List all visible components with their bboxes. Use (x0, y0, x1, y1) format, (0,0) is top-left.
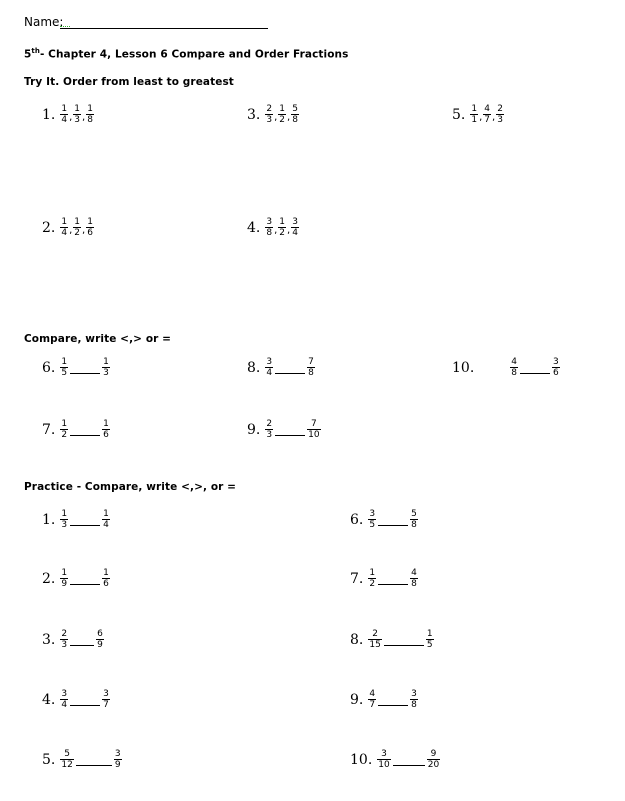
problem-number: 8. (247, 359, 261, 376)
problem-number: 8. (350, 631, 364, 648)
problem-number: 7. (42, 421, 56, 438)
problem-number: 5. (42, 751, 56, 768)
answer-blank[interactable] (70, 435, 100, 436)
fraction (60, 357, 68, 378)
denominator: 2 (279, 115, 286, 125)
fraction (410, 689, 418, 710)
numerator: 3 (553, 357, 559, 367)
fraction (60, 104, 68, 125)
comma: , (274, 112, 278, 123)
comma: , (287, 225, 291, 236)
problem-number: 4. (42, 691, 56, 708)
problem-number: 10. (350, 751, 373, 768)
try-it-problem (452, 104, 504, 125)
denominator: 2 (279, 228, 286, 238)
fraction (291, 217, 299, 238)
numerator: 5 (411, 509, 417, 519)
fraction (102, 689, 110, 710)
compare-problem (247, 419, 321, 440)
fraction (102, 509, 110, 530)
try-it-problem (42, 217, 94, 238)
compare-problem (42, 357, 110, 378)
answer-blank[interactable] (520, 373, 550, 374)
fraction (265, 357, 273, 378)
problem-number: 9. (350, 691, 364, 708)
compare-problem (452, 357, 560, 378)
numerator: 3 (61, 689, 68, 699)
answer-blank[interactable] (393, 765, 425, 766)
numerator: 1 (87, 104, 93, 114)
fraction (368, 629, 381, 650)
fraction (60, 509, 68, 530)
denominator: 1 (471, 115, 478, 125)
numerator: 4 (369, 689, 376, 699)
answer-blank[interactable] (378, 584, 408, 585)
fraction (102, 419, 110, 440)
fraction (410, 509, 418, 530)
numerator: 1 (87, 217, 93, 227)
denominator: 8 (511, 368, 517, 378)
denominator: 2 (369, 579, 376, 589)
fraction (552, 357, 560, 378)
fraction (102, 357, 110, 378)
numerator: 5 (64, 749, 70, 759)
denominator: 10 (308, 430, 320, 440)
problem-number: 4. (247, 219, 261, 236)
answer-blank[interactable] (275, 373, 305, 374)
fraction (96, 629, 104, 650)
problem-number: 3. (42, 631, 56, 648)
denominator: 5 (369, 520, 376, 530)
answer-blank[interactable] (70, 373, 100, 374)
fraction (368, 568, 376, 589)
fraction (470, 104, 478, 125)
problem-number: 1. (42, 106, 56, 123)
problem-number: 6. (42, 359, 56, 376)
denominator: 12 (61, 760, 73, 770)
comma: , (274, 225, 278, 236)
answer-blank[interactable] (275, 435, 305, 436)
fraction (60, 568, 68, 589)
try-it-heading: Try It. Order from least to greatest (24, 76, 234, 88)
practice-problem (42, 509, 110, 530)
problem-number: 6. (350, 511, 364, 528)
numerator: 9 (430, 749, 437, 759)
numerator: 1 (103, 509, 109, 519)
denominator: 8 (266, 228, 273, 238)
numerator: 5 (292, 104, 298, 114)
denominator: 20 (427, 760, 440, 770)
numerator: 4 (484, 104, 491, 114)
denominator: 3 (103, 368, 109, 378)
denominator: 9 (114, 760, 121, 770)
comma: , (492, 112, 496, 123)
numerator: 1 (279, 217, 286, 227)
numerator: 1 (279, 104, 286, 114)
denominator: 3 (497, 115, 503, 125)
problem-number: 9. (247, 421, 261, 438)
numerator: 1 (61, 357, 68, 367)
fraction (410, 568, 418, 589)
fraction (307, 419, 320, 440)
numerator: 1 (471, 104, 478, 114)
answer-blank[interactable] (70, 525, 100, 526)
try-it-problem (247, 104, 299, 125)
fraction (265, 217, 273, 238)
denominator: 8 (411, 700, 417, 710)
numerator: 1 (426, 629, 433, 639)
numerator: 1 (103, 357, 109, 367)
numerator: 3 (381, 749, 387, 759)
numerator: 1 (103, 419, 109, 429)
fraction (86, 104, 94, 125)
numerator: 2 (372, 629, 378, 639)
practice-problem (350, 509, 418, 530)
denominator: 5 (426, 640, 433, 650)
denominator: 3 (61, 520, 68, 530)
fraction (60, 217, 68, 238)
practice-problem (42, 568, 110, 589)
denominator: 3 (74, 115, 81, 125)
fraction (278, 104, 286, 125)
denominator: 2 (61, 430, 68, 440)
practice-problem (350, 689, 418, 710)
numerator: 2 (266, 419, 273, 429)
spellcheck-mark (60, 26, 70, 27)
compare-problem (42, 419, 110, 440)
numerator: 1 (61, 104, 68, 114)
try-it-problem (247, 217, 299, 238)
numerator: 2 (497, 104, 503, 114)
numerator: 1 (61, 419, 68, 429)
fraction (73, 104, 81, 125)
problem-number: 3. (247, 106, 261, 123)
denominator: 3 (266, 430, 273, 440)
problem-number: 7. (350, 570, 364, 587)
fraction (368, 509, 376, 530)
denominator: 10 (378, 760, 390, 770)
denominator: 9 (61, 579, 68, 589)
numerator: 3 (292, 217, 298, 227)
fraction (510, 357, 518, 378)
answer-blank[interactable] (76, 765, 112, 766)
numerator: 2 (266, 104, 273, 114)
fraction (496, 104, 504, 125)
try-it-problem (42, 104, 94, 125)
denominator: 15 (369, 640, 381, 650)
fraction (291, 104, 299, 125)
fraction (60, 419, 68, 440)
numerator: 3 (266, 357, 273, 367)
denominator: 6 (103, 430, 109, 440)
denominator: 4 (61, 115, 68, 125)
denominator: 4 (266, 368, 273, 378)
denominator: 2 (74, 228, 81, 238)
numerator: 1 (103, 568, 109, 578)
numerator: 3 (369, 509, 376, 519)
denominator: 6 (103, 579, 109, 589)
denominator: 8 (308, 368, 314, 378)
problem-number: 2. (42, 570, 56, 587)
fraction (265, 104, 273, 125)
denominator: 3 (61, 640, 68, 650)
denominator: 4 (292, 228, 298, 238)
name-label: Name: (24, 15, 64, 29)
fraction (114, 749, 122, 770)
numerator: 1 (74, 217, 81, 227)
answer-blank[interactable] (70, 645, 94, 646)
name-field-line[interactable] (60, 28, 268, 29)
denominator: 5 (61, 368, 68, 378)
numerator: 1 (369, 568, 376, 578)
practice-problem (42, 749, 122, 770)
comma: , (287, 112, 291, 123)
numerator: 3 (411, 689, 417, 699)
page-title (24, 47, 348, 61)
numerator: 6 (97, 629, 103, 639)
fraction (483, 104, 491, 125)
problem-number: 10. (452, 359, 475, 376)
denominator: 6 (553, 368, 559, 378)
comma: , (82, 112, 86, 123)
denominator: 4 (61, 228, 68, 238)
practice-problem (42, 689, 110, 710)
fraction (307, 357, 315, 378)
comma: , (82, 225, 86, 236)
denominator: 8 (411, 520, 417, 530)
numerator: 3 (266, 217, 273, 227)
denominator: 8 (411, 579, 417, 589)
numerator: 3 (103, 689, 109, 699)
practice-problem (42, 629, 104, 650)
answer-blank[interactable] (70, 584, 100, 585)
numerator: 1 (61, 217, 68, 227)
denominator: 4 (61, 700, 68, 710)
fraction (60, 749, 73, 770)
title-grade: 5 (24, 48, 32, 61)
problem-number: 5. (452, 106, 466, 123)
fraction (427, 749, 440, 770)
practice-problem (350, 629, 434, 650)
denominator: 7 (103, 700, 109, 710)
numerator: 1 (61, 509, 68, 519)
numerator: 4 (511, 357, 517, 367)
fraction (60, 629, 68, 650)
fraction (73, 217, 81, 238)
fraction (60, 689, 68, 710)
denominator: 8 (292, 115, 298, 125)
title-superscript: th (31, 47, 40, 55)
fraction (368, 689, 376, 710)
compare-problem (247, 357, 315, 378)
practice-problem (350, 749, 440, 770)
denominator: 8 (87, 115, 93, 125)
numerator: 3 (114, 749, 121, 759)
denominator: 6 (87, 228, 93, 238)
numerator: 1 (61, 568, 68, 578)
comma: , (479, 112, 483, 123)
numerator: 1 (74, 104, 81, 114)
numerator: 7 (310, 419, 317, 429)
numerator: 4 (411, 568, 417, 578)
title-text: - Chapter 4, Lesson 6 Compare and Order Fractions (39, 48, 349, 61)
answer-blank[interactable] (378, 705, 408, 706)
problem-number: 1. (42, 511, 56, 528)
practice-problem (350, 568, 418, 589)
numerator: 7 (308, 357, 314, 367)
fraction (265, 419, 273, 440)
comma: , (69, 225, 73, 236)
denominator: 4 (103, 520, 109, 530)
denominator: 9 (97, 640, 103, 650)
fraction (426, 629, 434, 650)
answer-blank[interactable] (378, 525, 408, 526)
practice-heading: Practice - Compare, write <,>, or = (24, 481, 237, 493)
answer-blank[interactable] (384, 645, 424, 646)
denominator: 7 (369, 700, 376, 710)
denominator: 7 (484, 115, 491, 125)
fraction (102, 568, 110, 589)
numerator: 2 (61, 629, 68, 639)
problem-number: 2. (42, 219, 56, 236)
compare-heading: Compare, write <,> or = (24, 333, 172, 345)
answer-blank[interactable] (70, 705, 100, 706)
fraction (377, 749, 390, 770)
fraction (86, 217, 94, 238)
denominator: 3 (266, 115, 273, 125)
fraction (278, 217, 286, 238)
comma: , (69, 112, 73, 123)
